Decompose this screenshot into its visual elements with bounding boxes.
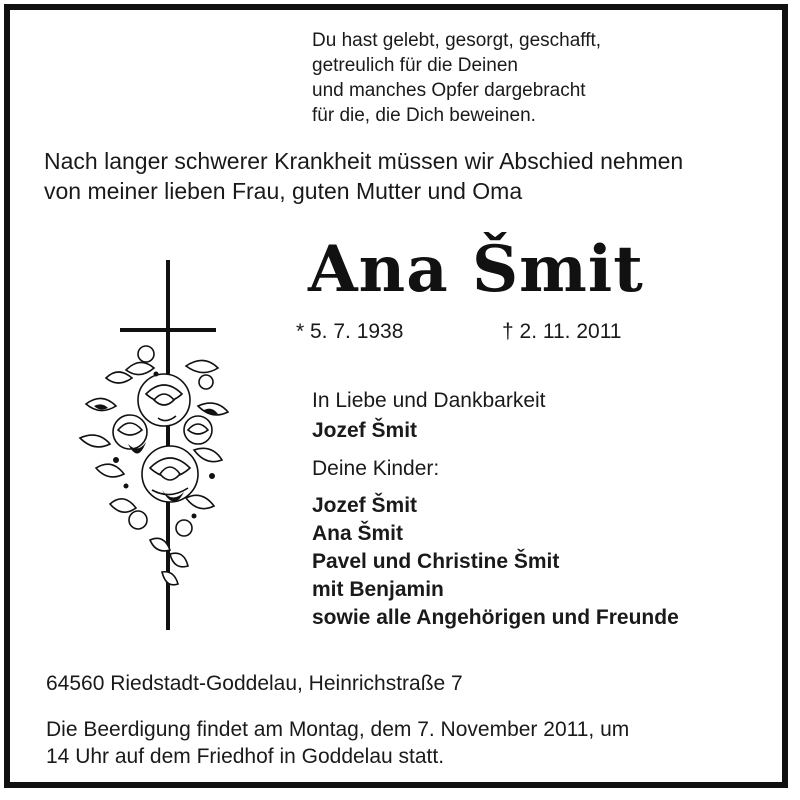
farewell-line: von meiner lieben Frau, guten Mutter und Oma	[44, 178, 523, 204]
death-date: † 2. 11. 2011	[502, 320, 622, 343]
child-name: Pavel und Christine Šmit	[312, 550, 560, 573]
funeral-line: 14 Uhr auf dem Friedhof in Goddelau statt.	[46, 745, 445, 768]
deceased-name: Ana Šmit	[308, 232, 644, 307]
obituary-frame	[4, 4, 788, 788]
address-line: 64560 Riedstadt-Goddelau, Heinrichstraße 7	[46, 672, 463, 695]
poem-line: für die, die Dich beweinen.	[312, 105, 536, 126]
memorial-poem	[312, 28, 601, 128]
greeting: In Liebe und Dankbarkeit	[312, 389, 546, 412]
relatives-line: sowie alle Angehörigen und Freunde	[312, 606, 679, 629]
spouse-name: Jozef Šmit	[312, 419, 418, 442]
funeral-notice	[46, 716, 629, 770]
poem-line: und manches Opfer dargebracht	[312, 80, 586, 101]
child-name: Jozef Šmit	[312, 494, 418, 517]
birth-date: * 5. 7. 1938	[296, 320, 404, 343]
child-name: Ana Šmit	[312, 522, 404, 545]
farewell-text	[44, 146, 683, 206]
cross-with-roses-icon	[66, 254, 236, 634]
poem-line: Du hast gelebt, gesorgt, geschafft,	[312, 30, 602, 51]
farewell-line: Nach langer schwerer Krankheit müssen wir Abschied nehmen	[44, 148, 684, 174]
children-label: Deine Kinder:	[312, 457, 440, 480]
life-dates	[296, 318, 622, 346]
funeral-line: Die Beerdigung findet am Montag, dem 7. November 2011, um	[46, 718, 630, 741]
poem-line: getreulich für die Deinen	[312, 55, 518, 76]
child-name: mit Benjamin	[312, 578, 444, 601]
mourners-list	[312, 386, 679, 632]
